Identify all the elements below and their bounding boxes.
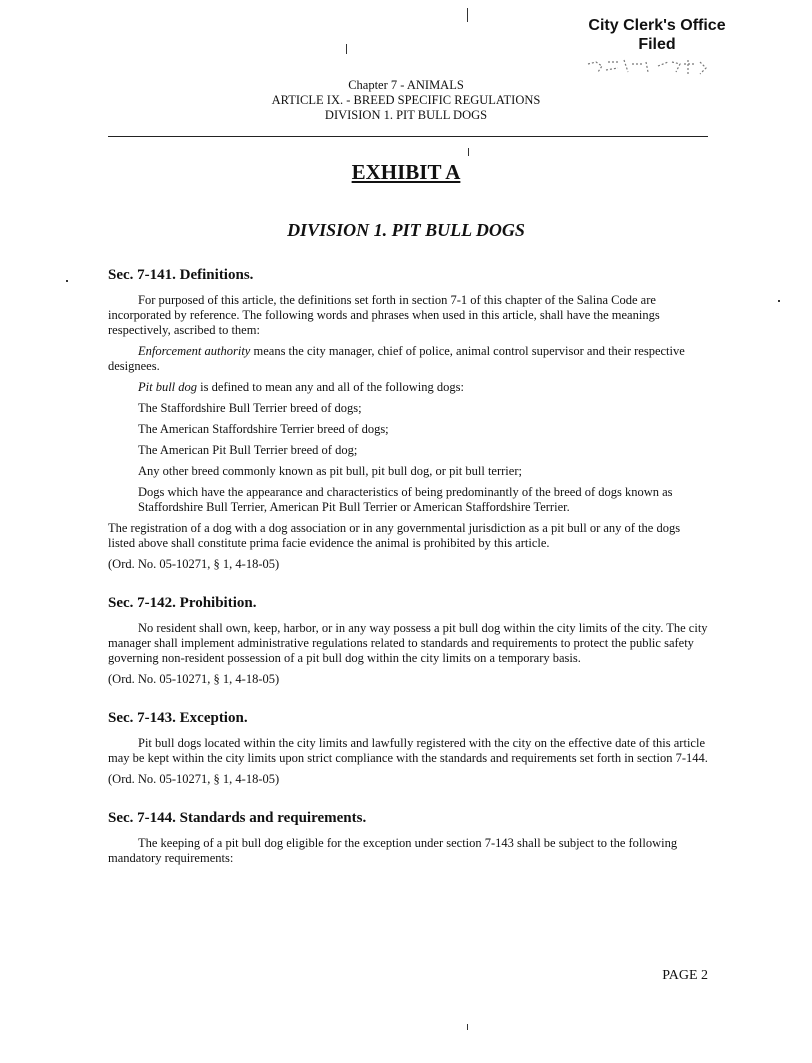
scan-speck bbox=[467, 1024, 468, 1030]
breed-list-item: The American Pit Bull Terrier breed of dog; bbox=[138, 443, 358, 457]
header-article: ARTICLE IX. - BREED SPECIFIC REGULATIONS bbox=[271, 93, 541, 107]
section-7-142-text: No resident shall own, keep, harbor, or in any way possess a pit bull dog within the city limits of the city. The city manager shall implement administrative regulations related to standards and requirements to protect the public safety governing non-resident possession of a pit bull dog within the city limits on a temporary basis. bbox=[108, 621, 708, 665]
scan-speck bbox=[66, 280, 68, 282]
section-7-142-title: Sec. 7-142. Prohibition. bbox=[108, 595, 257, 611]
definition-enforcement-text: means the city manager, chief of police, animal control supervisor and their respective designees. bbox=[108, 344, 685, 373]
term-pit-bull-dog: Pit bull dog bbox=[138, 380, 198, 394]
document-header bbox=[0, 78, 812, 123]
section-7-144-title: Sec. 7-144. Standards and requirements. bbox=[108, 810, 367, 826]
breed-list-item: The Staffordshire Bull Terrier breed of dogs; bbox=[138, 401, 362, 415]
breed-list-item: The American Staffordshire Terrier breed of dogs; bbox=[138, 422, 389, 436]
section-7-141-ordinance: (Ord. No. 05-10271, § 1, 4-18-05) bbox=[108, 557, 280, 571]
section-7-143-ordinance: (Ord. No. 05-10271, § 1, 4-18-05) bbox=[108, 772, 280, 786]
division-title: DIVISION 1. PIT BULL DOGS bbox=[287, 220, 525, 240]
exhibit-title: EXHIBIT A bbox=[351, 160, 461, 184]
section-7-143-text: Pit bull dogs located within the city limits and lawfully registered with the city on the effective date of this article may be kept within the city limits upon strict compliance with the standards and requirements set forth in section 7-144. bbox=[108, 736, 708, 765]
breed-list-item: Any other breed commonly known as pit bull, pit bull dog, or pit bull terrier; bbox=[138, 464, 522, 478]
section-7-141-intro: For purposed of this article, the definitions set forth in section 7-1 of this chapter of the Salina Code are incorporated by reference. The following words and phrases when used in this article, shall have the meanings respectively, ascribed to them: bbox=[108, 293, 660, 337]
section-7-143-title: Sec. 7-143. Exception. bbox=[108, 710, 248, 726]
section-7-141-title: Sec. 7-141. Definitions. bbox=[108, 267, 254, 283]
stamp-office: City Clerk's Office bbox=[588, 17, 726, 34]
definition-pit-bull-text: is defined to mean any and all of the following dogs: bbox=[197, 380, 464, 394]
scan-speck bbox=[467, 8, 468, 22]
registration-paragraph: The registration of a dog with a dog association or in any governmental jurisdiction as a pit bull or any of the dogs listed above shall constitute prima facie evidence the animal is prohibited by this article. bbox=[108, 521, 681, 550]
stamp-filed: Filed bbox=[638, 36, 676, 53]
section-7-144-text: The keeping of a pit bull dog eligible for the exception under section 7-143 shall be subject to the following mandatory requirements: bbox=[108, 836, 678, 865]
scan-speck bbox=[346, 44, 347, 54]
section-7-142-ordinance: (Ord. No. 05-10271, § 1, 4-18-05) bbox=[108, 672, 280, 686]
header-chapter: Chapter 7 - ANIMALS bbox=[348, 78, 464, 92]
stamp-date-scribble bbox=[584, 56, 714, 78]
page-number: PAGE 2 bbox=[662, 968, 708, 983]
definition-enforcement-authority bbox=[108, 344, 708, 374]
term-enforcement-authority: Enforcement authority bbox=[138, 344, 251, 358]
breed-list-item: Dogs which have the appearance and characteristics of being predominantly of the breed of dogs known as Staffordshire Bull Terrier, American Pit Bull Terrier or American Staffordshire Terrier. bbox=[138, 485, 673, 514]
definition-pit-bull-dog bbox=[108, 380, 708, 395]
header-divider bbox=[108, 136, 708, 137]
scan-speck bbox=[468, 148, 469, 156]
document-body bbox=[108, 268, 708, 872]
header-division: DIVISION 1. PIT BULL DOGS bbox=[324, 108, 488, 122]
scan-speck bbox=[778, 300, 780, 302]
clerk-filed-stamp bbox=[582, 16, 732, 54]
